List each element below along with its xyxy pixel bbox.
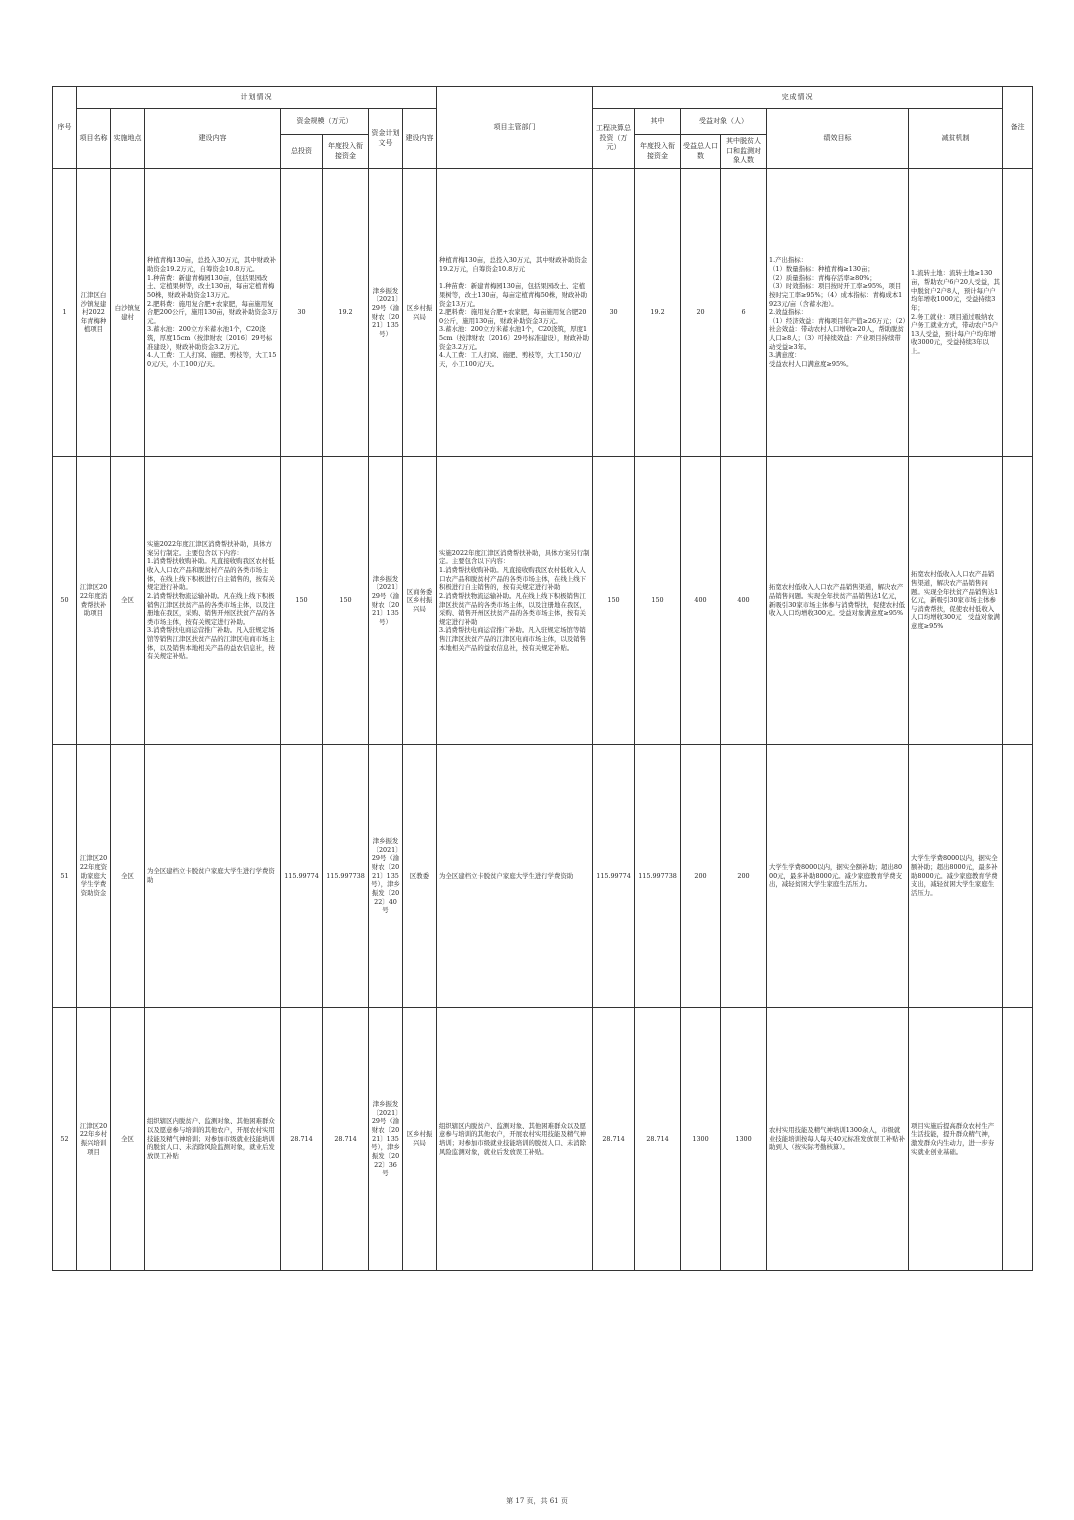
row-location: 全区 <box>111 457 145 745</box>
among-header: 其中 <box>635 109 681 135</box>
benefit-poor-header: 其中脱贫人口和监测对象人数 <box>721 135 767 169</box>
row-annual-invest: 19.2 <box>323 169 369 457</box>
row-project-name: 江津区2022年度资助家庭大学生学费资助资金 <box>77 745 111 1008</box>
row-plan-content: 组织辖区内脱贫户、监测对象、其他困难群众以及愿意参与培训的其他农户，开展农村实用技能及精气神培训；对参加市级就业技能培训的脱贫人口、未消除风险监测对象，就业后发放误工补贴 <box>145 1008 281 1271</box>
row-total-invest: 30 <box>281 169 323 457</box>
row-dept: 区乡村振兴局 <box>403 1008 437 1271</box>
location-header: 实施地点 <box>111 109 145 169</box>
row-done-content: 为全区建档立卡脱贫户家庭大学生进行学费资助 <box>437 745 593 1008</box>
row-benefit-total: 1300 <box>681 1008 721 1271</box>
row-plan-doc: 津乡振发〔2021〕29号（渝财农〔2021〕135号） <box>369 169 403 457</box>
row-dept: 区乡村振兴局 <box>403 169 437 457</box>
done-annual-header: 年度投入衔接资金 <box>635 135 681 169</box>
row-done-content: 种植青梅130亩，总投入30万元，其中财政补助资金19.2万元，自筹资金10.8万元 1.种苗费：新建青梅园130亩，包括果园改土、定植果树等，改土130亩，每亩定植青梅50株，财政补助资金13万元。 2.肥料费：施用复合肥+农家肥，每亩施用复合肥200公斤，施用130亩，财政补助资金3万元。 3.蓄水池：200立方米蓄水池1个，C20浇筑，厚度15cm（按津财农〔2016〕29号标准建设），财政补助资金3.2万元。 4.人工费：工人打窝、施肥、剪枝等，大工150元/天，小工100元/天。 <box>437 169 593 457</box>
annual-invest-header: 年度投入衔接资金 <box>323 135 369 169</box>
row-plan-content: 实施2022年度江津区消费帮扶补助，具体方案另行制定。主要包含以下内容： 1.消费帮扶收购补助。凡直接收购我区农村低收入人口农产品和脱贫村产品的各类市场主体，在线上线下积极进行自主销售的，按有关规定进行补助。 2.消费帮扶物流运输补助。凡在线上线下积极销售江津区扶贫产品的各类市场主体，以及注册地在我区，采购、销售开州区扶贫产品的各类市场主体，按有关规定进行补助。 3.消费帮扶电商运营推广补助。凡入驻规定场馆等销售江津区扶贫产品的江津区电商市场主体，以及销售本地相关产品的益农信息社，按有关规定补贴。 <box>145 457 281 745</box>
row-mechanism: 1.流转土地：流转土地≥130亩，帮助农户6户20人受益，其中脱贫户2户8人，预计每户户均年增收1000元，受益持续3年； 2.务工就业：项目通过吸纳农户务工就业方式，带动农户5户13人受益，预计每户户均年增收3000元，受益持续3年以上。 <box>909 169 1003 457</box>
row-benefit-total: 200 <box>681 745 721 1008</box>
row-total-invest: 150 <box>281 457 323 745</box>
row-mechanism: 拓宽农村低收入人口农产品销售渠道，解决农产品销售问题。实现全年扶贫产品销售达1亿元，新吸引30家市场主体参与消费帮扶，促使农村低收入人口均增收300元 受益对象满意度≥95% <box>909 457 1003 745</box>
row-remark <box>1003 457 1033 745</box>
row-location: 全区 <box>111 1008 145 1271</box>
row-done-annual: 150 <box>635 457 681 745</box>
project-table <box>52 86 1033 1271</box>
total-invest-header: 总投资 <box>281 135 323 169</box>
row-total-invest: 28.714 <box>281 1008 323 1271</box>
row-seq: 51 <box>53 745 77 1008</box>
row-settle: 28.714 <box>593 1008 635 1271</box>
row-project-name: 江津区2022年乡村振兴培训项目 <box>77 1008 111 1271</box>
row-plan-content: 种植青梅130亩，总投入30万元，其中财政补助资金19.2万元，自筹资金10.8万元。 1.种苗费：新建青梅园130亩，包括果园改土、定植果树等，改土130亩，每亩定植青梅50株，财政补助资金13万元。 2.肥料费：施用复合肥+农家肥，每亩施用复合肥200公斤，施用130亩，财政补助资金3万元。 3.蓄水池：200立方米蓄水池1个，C20浇筑，厚度15cm（按津财农〔2016〕29号标准建设），财政补助资金3.2万元。 4.人工费：工人打窝、施肥、剪枝等，大工150元/天，小工100元/天。 <box>145 169 281 457</box>
row-mechanism: 项目实施后提高群众农村生产生活技能，提升群众精气神，激发群众内生动力，进一步夯实就业创业基础。 <box>909 1008 1003 1271</box>
row-plan-content: 为全区建档立卡脱贫户家庭大学生进行学费资助 <box>145 745 281 1008</box>
row-done-annual: 115.997738 <box>635 745 681 1008</box>
row-total-invest: 115.99774 <box>281 745 323 1008</box>
row-project-name: 江津区2022年度消费帮扶补助项目 <box>77 457 111 745</box>
row-benefit-poor: 1300 <box>721 1008 767 1271</box>
dept-header: 项目主管部门 <box>437 87 593 169</box>
row-benefit-total: 20 <box>681 169 721 457</box>
benefit-header: 受益对象（人） <box>681 109 767 135</box>
row-done-content: 组织辖区内脱贫户、监测对象、其他困难群众以及愿意参与培训的其他农户，开展农村实用技能及精气神培训；对参加市级就业技能培训的脱贫人口、未消除风险监测对象，就业后发放误工补贴。 <box>437 1008 593 1271</box>
row-location: 全区 <box>111 745 145 1008</box>
remark-header: 备注 <box>1003 87 1033 169</box>
plan-doc-header: 资金计划文号 <box>369 109 403 169</box>
row-settle: 115.99774 <box>593 745 635 1008</box>
row-plan-doc: 津乡振发〔2021〕29号（渝财农〔2021〕135号），津乡振发〔2022〕36号 <box>369 1008 403 1271</box>
seq-header: 序号 <box>53 87 77 169</box>
row-mechanism: 大学生学费8000以内，据实全额补助；超出8000元，最多补助8000元。减少家庭教育学费支出，减轻贫困大学生家庭生活压力。 <box>909 745 1003 1008</box>
row-benefit-poor: 6 <box>721 169 767 457</box>
row-location: 白沙镇复建村 <box>111 169 145 457</box>
fund-scale-header: 资金规模（万元） <box>281 109 369 135</box>
row-remark <box>1003 745 1033 1008</box>
table-row <box>53 1008 1033 1271</box>
done-group-header: 完成情况 <box>593 87 1003 109</box>
row-goal: 农村实用技能及精气神培训1300余人，市级就业技能培训按每人每天40元标准发放误工补贴补助到人（按实际考勤核算）。 <box>767 1008 909 1271</box>
row-done-annual: 19.2 <box>635 169 681 457</box>
row-benefit-poor: 400 <box>721 457 767 745</box>
goal-header: 绩效目标 <box>767 109 909 169</box>
table-row <box>53 169 1033 457</box>
page-number: 第 17 页，共 61 页 <box>506 1497 568 1505</box>
row-annual-invest: 115.997738 <box>323 745 369 1008</box>
row-done-content: 实施2022年度江津区消费帮扶补助，具体方案另行制定。主要包含以下内容： 1.消费帮扶收购补助。凡直接收购我区农村低收入人口农产品和脱贫村产品的各类市场主体，在线上线下积极进行自主销售的，按有关规定进行补助 2.消费帮扶物流运输补助。凡在线上线下积极销售江津区扶贫产品的各类市场主体，以及注册地在我区，采购、销售开州区扶贫产品的各类市场主体，按有关规定进行补助 3.消费帮扶电商运营推广补助。凡入驻规定场馆等销售江津区扶贫产品的江津区电商市场主体，以及销售本地相关产品的益农信息社，按有关规定补贴。 <box>437 457 593 745</box>
table-row <box>53 745 1033 1008</box>
table-row <box>53 457 1033 745</box>
row-annual-invest: 150 <box>323 457 369 745</box>
row-goal: 拓宽农村低收入人口农产品销售渠道，解决农产品销售问题。实现全年扶贫产品销售达1亿元，新吸引30家市场主体参与消费帮扶，促使农村低收入人口均增收300元。受益对象满意度≥95% <box>767 457 909 745</box>
row-remark <box>1003 169 1033 457</box>
row-seq: 1 <box>53 169 77 457</box>
row-done-annual: 28.714 <box>635 1008 681 1271</box>
row-benefit-total: 400 <box>681 457 721 745</box>
row-dept: 区商务委 区乡村振兴局 <box>403 457 437 745</box>
row-annual-invest: 28.714 <box>323 1008 369 1271</box>
project-name-header: 项目名称 <box>77 109 111 169</box>
row-plan-doc: 津乡振发〔2021〕29号（渝财农〔2021〕135号） <box>369 457 403 745</box>
row-remark <box>1003 1008 1033 1271</box>
row-settle: 30 <box>593 169 635 457</box>
plan-group-header: 计划情况 <box>77 87 437 109</box>
row-seq: 50 <box>53 457 77 745</box>
row-settle: 150 <box>593 457 635 745</box>
mechanism-header: 减贫机制 <box>909 109 1003 169</box>
row-goal: 1.产出指标： （1）数量指标：种植青梅≥130亩； （2）质量指标：青梅存活率≥80%； （3）时效指标：项目按时开工率≥95%，项目按时完工率≥95%；（4）成本指标：青梅成本1923元/亩（含蓄水池）。 2.效益指标： （1）经济效益：青梅项目年产值≥26万元；（2）社会效益：带动农村人口增收≥20人，帮助脱贫人口≥8人；（3）可持续效益：产业项目持续带动受益≥3年。 3.满意度： 受益农村人口满意度≥95%。 <box>767 169 909 457</box>
row-plan-doc: 津乡振发〔2021〕29号（渝财农〔2021〕135号），津乡振发〔2022〕40号 <box>369 745 403 1008</box>
benefit-total-header: 受益总人口数 <box>681 135 721 169</box>
row-project-name: 江津区白沙镇复建村2022年青梅种植项目 <box>77 169 111 457</box>
row-benefit-poor: 200 <box>721 745 767 1008</box>
row-goal: 大学生学费8000以内，据实全额补助；超出8000元，最多补助8000元。减少家庭教育学费支出，减轻贫困大学生家庭生活压力。 <box>767 745 909 1008</box>
row-dept: 区教委 <box>403 745 437 1008</box>
plan-content-header: 建设内容 <box>145 109 281 169</box>
settle-header: 工程决算总投资（万元） <box>593 109 635 169</box>
done-content-header: 建设内容 <box>403 109 437 169</box>
row-seq: 52 <box>53 1008 77 1271</box>
